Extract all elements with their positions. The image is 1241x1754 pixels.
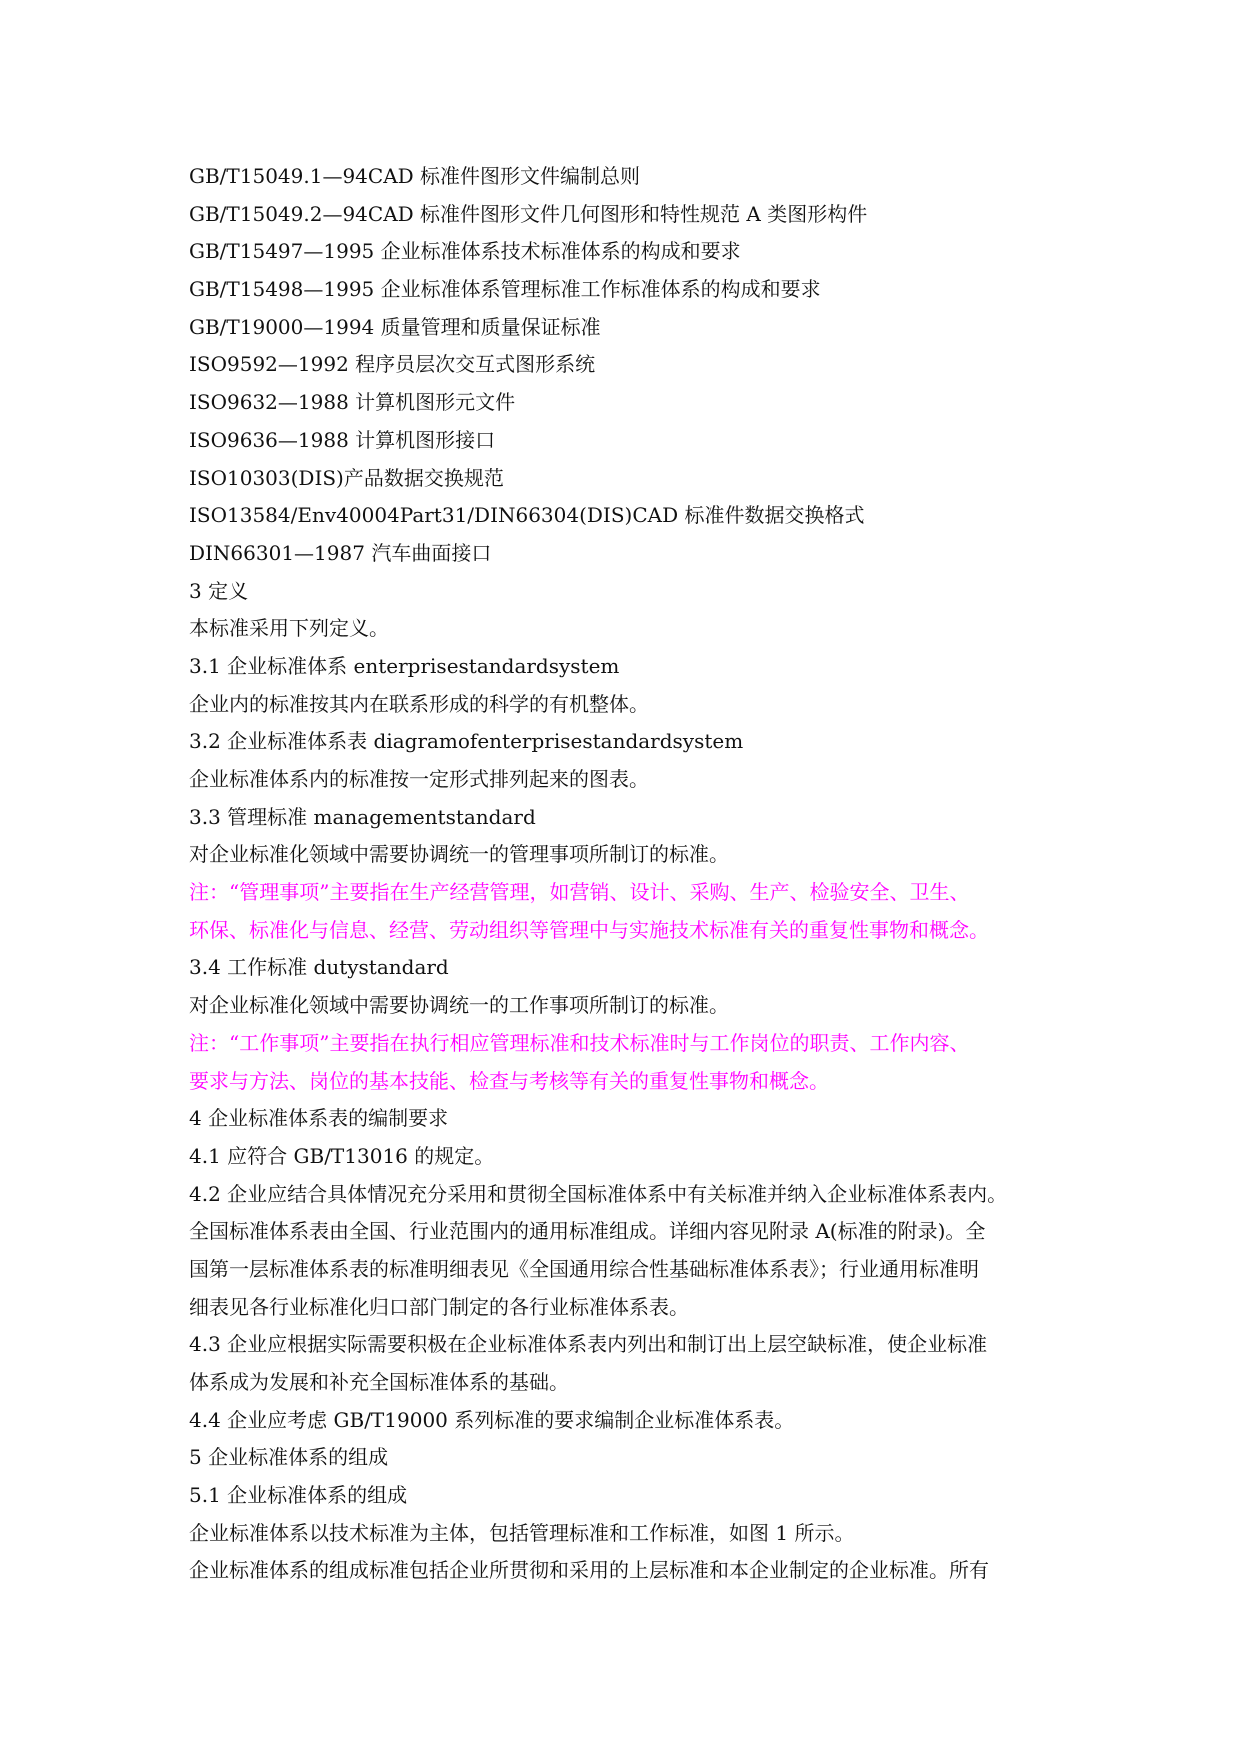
paragraph-line: 企业标准体系的组成标准包括企业所贯彻和采用的上层标准和本企业制定的企业标准。所有 — [189, 1558, 989, 1583]
note-line: 注：“管理事项”主要指在生产经营管理，如营销、设计、采购、生产、检验安全、卫生、 — [189, 880, 970, 905]
paragraph-line: 对企业标准化领域中需要协调统一的管理事项所制订的标准。 — [189, 842, 729, 867]
paragraph-line: 对企业标准化领域中需要协调统一的工作事项所制订的标准。 — [189, 993, 729, 1018]
paragraph-line: 企业标准体系内的标准按一定形式排列起来的图表。 — [189, 767, 649, 791]
reference-line: GB/T15049.2—94CAD 标准件图形文件几何图形和特性规范 A 类图形构件 — [189, 201, 868, 226]
note-line: 环保、标准化与信息、经营、劳动组织等管理中与实施技术标准有关的重复性事物和概念。 — [189, 917, 989, 942]
paragraph-line: 本标准采用下列定义。 — [189, 616, 389, 641]
paragraph-line: 4.4 企业应考虑 GB/T19000 系列标准的要求编制企业标准体系表。 — [189, 1407, 795, 1432]
paragraph-line: 4.1 应符合 GB/T13016 的规定。 — [189, 1143, 495, 1168]
paragraph-line: 4.2 企业应结合具体情况充分采用和贯彻全国标准体系中有关标准并纳入企业标准体系表内。 — [189, 1181, 1008, 1206]
paragraph-line: 体系成为发展和补充全国标准体系的基础。 — [189, 1370, 569, 1394]
reference-line: GB/T15498—1995 企业标准体系管理标准工作标准体系的构成和要求 — [189, 277, 821, 302]
definition-heading: 3.4 工作标准 dutystandard — [189, 955, 449, 980]
note-line: 注：“工作事项”主要指在执行相应管理标准和技术标准时与工作岗位的职责、工作内容、 — [189, 1030, 970, 1055]
reference-line: GB/T19000—1994 质量管理和质量保证标准 — [189, 314, 601, 339]
paragraph-line: 企业内的标准按其内在联系形成的科学的有机整体。 — [189, 691, 649, 716]
reference-line: ISO9636—1988 计算机图形接口 — [189, 427, 496, 452]
reference-line: GB/T15497—1995 企业标准体系技术标准体系的构成和要求 — [189, 239, 741, 264]
subsection-heading: 5.1 企业标准体系的组成 — [189, 1483, 408, 1508]
reference-line: ISO9592—1992 程序员层次交互式图形系统 — [189, 352, 596, 377]
section-heading: 4 企业标准体系表的编制要求 — [189, 1106, 449, 1131]
paragraph-line: 国第一层标准体系表的标准明细表见《全国通用综合性基础标准体系表》；行业通用标准明 — [189, 1256, 979, 1281]
paragraph-line: 细表见各行业标准化归口部门制定的各行业标准体系表。 — [189, 1294, 689, 1319]
paragraph-line: 4.3 企业应根据实际需要积极在企业标准体系表内列出和制订出上层空缺标准，使企业标准 — [189, 1332, 988, 1357]
reference-line: DIN66301—1987 汽车曲面接口 — [189, 540, 492, 565]
paragraph-line: 企业标准体系以技术标准为主体，包括管理标准和工作标准，如图 1 所示。 — [189, 1520, 855, 1545]
section-heading: 3 定义 — [189, 578, 249, 603]
document-body — [189, 158, 1069, 1590]
reference-line: GB/T15049.1—94CAD 标准件图形文件编制总则 — [189, 164, 641, 188]
definition-heading: 3.2 企业标准体系表 diagramofenterprisestandardsystem — [189, 729, 744, 754]
reference-line: ISO10303(DIS)产品数据交换规范 — [189, 465, 504, 490]
note-line: 要求与方法、岗位的基本技能、检查与考核等有关的重复性事物和概念。 — [189, 1068, 829, 1093]
reference-line: ISO13584/Env40004Part31/DIN66304(DIS)CAD 标准件数据交换格式 — [189, 503, 865, 528]
paragraph-line: 全国标准体系表由全国、行业范围内的通用标准组成。详细内容见附录 A(标准的附录)。全 — [189, 1219, 986, 1244]
reference-line: ISO9632—1988 计算机图形元文件 — [189, 390, 516, 415]
definition-heading: 3.1 企业标准体系 enterprisestandardsystem — [189, 653, 620, 678]
definition-heading: 3.3 管理标准 managementstandard — [189, 804, 536, 829]
section-heading: 5 企业标准体系的组成 — [189, 1445, 389, 1470]
